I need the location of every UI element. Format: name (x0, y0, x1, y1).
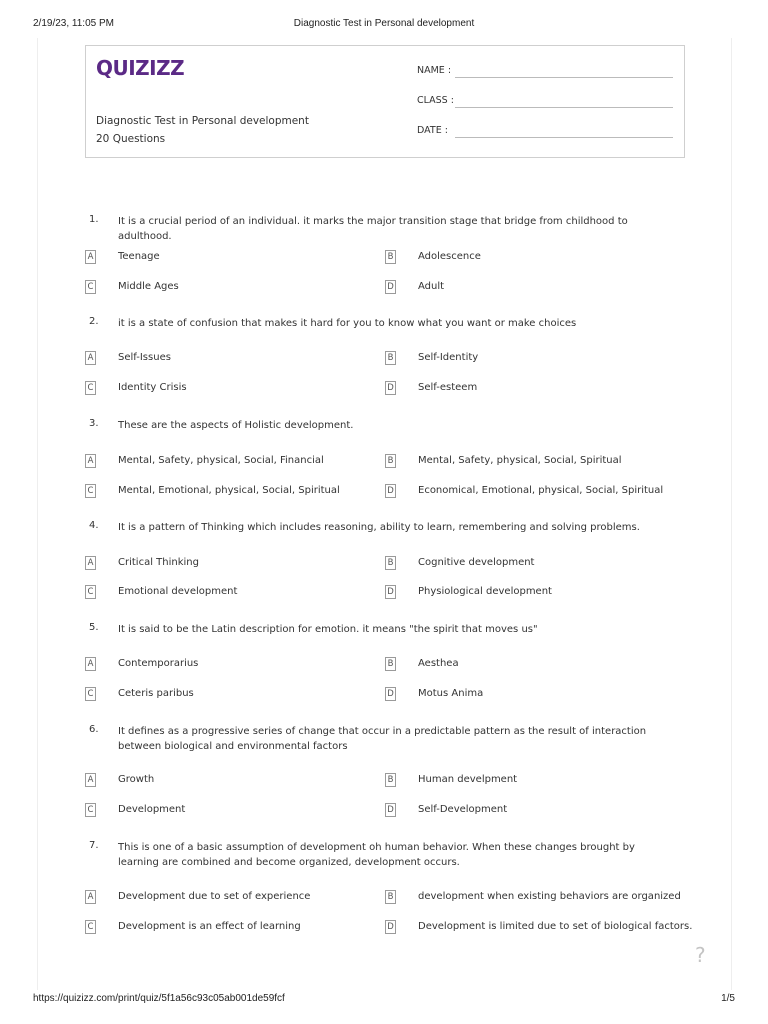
option-letter-box: D (385, 920, 396, 934)
question-text: It defines as a progressive series of change that occur in a predictable pattern as the result of interaction between biological and environmental factors (118, 726, 647, 752)
quiz-title: Diagnostic Test in Personal development (96, 115, 309, 127)
option-text: Mental, Emotional, physical, Social, Spiritual (118, 485, 340, 496)
name-label: NAME : (417, 65, 452, 76)
option-text: Adolescence (418, 251, 481, 262)
option-letter-box: C (85, 280, 96, 294)
option-letter-box: A (85, 351, 96, 365)
option-text: Adult (418, 281, 445, 292)
option-text: Motus Anima (418, 688, 484, 699)
option-letter-box: D (385, 280, 396, 294)
option-letter-box: A (85, 250, 96, 264)
option-letter-box: D (385, 803, 396, 817)
option-letter-box: C (85, 381, 96, 395)
class-line (455, 107, 673, 108)
question-text: It is a crucial period of an individual. it marks the major transition stage that bridge from childhood to adulthood. (118, 216, 628, 242)
option-letter-box: B (385, 773, 396, 787)
page-number: 1/5 (721, 993, 735, 1004)
option-text: Growth (118, 774, 155, 785)
question-text: It is said to be the Latin description for emotion. it means "the spirit that moves us" (118, 624, 538, 635)
print-title: Diagnostic Test in Personal development (293, 18, 475, 29)
option-text: Aesthea (418, 658, 459, 669)
option-letter-box: B (385, 250, 396, 264)
question-mark-icon[interactable]: ? (695, 943, 706, 967)
question-text: It is a pattern of Thinking which includes reasoning, ability to learn, remembering and solving problems. (118, 522, 640, 533)
option-text: Self-Identity (418, 352, 479, 363)
question-count: 20 Questions (96, 133, 166, 145)
option-letter-box: B (385, 657, 396, 671)
option-letter-box: C (85, 687, 96, 701)
option-letter-box: C (85, 585, 96, 599)
date-label: DATE : (417, 125, 448, 136)
print-footer (0, 991, 768, 1009)
option-text: Contemporarius (118, 658, 199, 669)
option-text: Human develpment (418, 774, 518, 785)
question-number: 1. (89, 214, 99, 225)
option-text: Mental, Safety, physical, Social, Financial (118, 455, 324, 466)
option-text: Self-esteem (418, 382, 478, 393)
option-text: Development is an effect of learning (118, 921, 301, 932)
option-letter-box: D (385, 381, 396, 395)
option-text: Identity Crisis (118, 382, 187, 393)
print-header (0, 0, 768, 36)
question-text: it is a state of confusion that makes it hard for you to know what you want or make choices (118, 318, 577, 329)
option-letter-box: A (85, 890, 96, 904)
option-text: Physiological development (418, 586, 552, 597)
option-text: Development (118, 804, 186, 815)
option-letter-box: B (385, 454, 396, 468)
question-text: This is one of a basic assumption of development oh human behavior. When these changes brought by learning are combined and become organized, development occurs. (118, 842, 635, 868)
name-line (455, 77, 673, 78)
option-letter-box: B (385, 556, 396, 570)
option-text: Cognitive development (418, 557, 535, 568)
option-letter-box: C (85, 484, 96, 498)
option-text: Self-Issues (118, 352, 171, 363)
question-number: 5. (89, 622, 99, 633)
option-text: Teenage (118, 251, 160, 262)
question-number: 2. (89, 316, 99, 327)
option-text: Economical, Emotional, physical, Social, Spiritual (418, 485, 664, 496)
option-text: Emotional development (118, 586, 238, 597)
option-letter-box: D (385, 484, 396, 498)
option-text: Middle Ages (118, 281, 179, 292)
option-letter-box: A (85, 773, 96, 787)
class-label: CLASS : (417, 95, 454, 106)
option-letter-box: A (85, 556, 96, 570)
option-text: Critical Thinking (118, 557, 199, 568)
print-date: 2/19/23, 11:05 PM (33, 18, 114, 29)
date-line (455, 137, 673, 138)
logo-text: QUIZIZZ (96, 56, 185, 80)
option-text: Ceteris paribus (118, 688, 194, 699)
option-text: Development due to set of experience (118, 891, 311, 902)
option-letter-box: B (385, 351, 396, 365)
option-text: Mental, Safety, physical, Social, Spiritual (418, 455, 622, 466)
quiz-header-box (85, 45, 685, 158)
option-letter-box: C (85, 920, 96, 934)
question-number: 6. (89, 724, 99, 735)
question-text: These are the aspects of Holistic development. (118, 420, 354, 431)
option-letter-box: D (385, 687, 396, 701)
option-text: development when existing behaviors are organized (418, 891, 681, 902)
question-number: 4. (89, 520, 99, 531)
question-number: 3. (89, 418, 99, 429)
question-number: 7. (89, 840, 99, 851)
option-letter-box: A (85, 454, 96, 468)
option-letter-box: D (385, 585, 396, 599)
option-text: Development is limited due to set of biological factors. (418, 921, 693, 932)
option-text: Self-Development (418, 804, 508, 815)
print-url: https://quizizz.com/print/quiz/5f1a56c93c05ab001de59fcf (33, 993, 285, 1004)
option-letter-box: B (385, 890, 396, 904)
option-letter-box: C (85, 803, 96, 817)
quizizz-logo (96, 55, 186, 81)
option-letter-box: A (85, 657, 96, 671)
